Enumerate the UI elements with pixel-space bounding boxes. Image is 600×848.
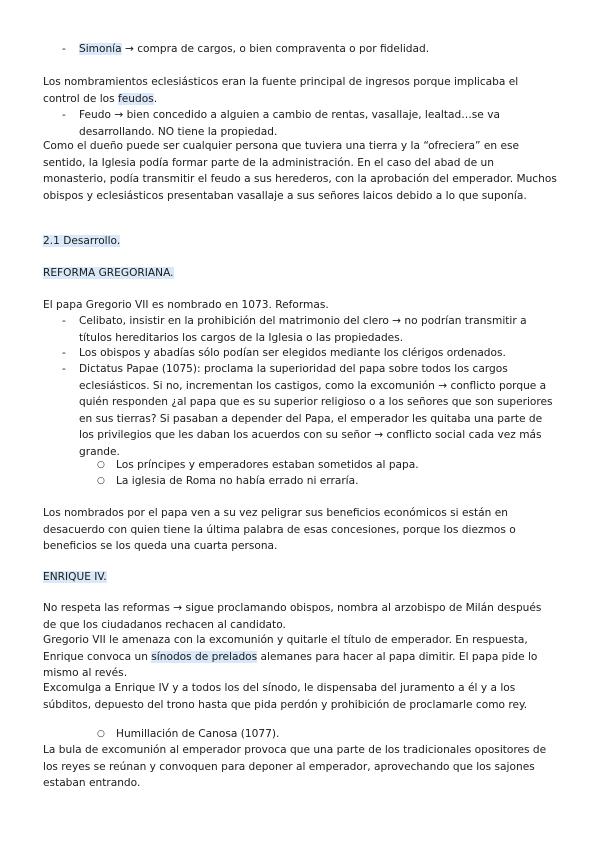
bullet-dash: - — [62, 347, 66, 359]
feudo-text: Feudo → bien concedido a alguien a cambio de rentas, vasallaje, lealtad…se va desarrollando. NO tiene la propiedad. — [79, 109, 500, 138]
section-heading-enrique-text: ENRIQUE IV. — [43, 571, 107, 583]
simonia-bullet — [62, 41, 558, 58]
section-heading-desarrollo-text: 2.1 Desarrollo. — [43, 235, 121, 247]
dueno-paragraph: Como el dueño puede ser cualquier persona que tuviera una tierra y la “ofreciera” en ese sentido, la Iglesia podía formar parte de la administración. En el caso del abad de un monasterio, podía transmitir el feudo a sus herederos, con la aprobación del emperador. Muchos obispos y eclesiásticos presentaban vasallaje a sus señores laicos debido a lo que suponía. — [43, 140, 557, 202]
section-heading-reforma — [43, 265, 558, 282]
reforma-bullet-obispos — [62, 345, 558, 362]
enrique-paragraph-1: No respeta las reformas → sigue proclamando obispos, nombra al arzobispo de Milán después de que los ciudadanos rechacen al candidato. — [43, 602, 542, 631]
section-heading-enrique — [43, 569, 558, 586]
nombramientos-text: Los nombramientos eclesiásticos eran la fuente principal de ingresos porque implicaba el control de los — [43, 76, 519, 105]
dictatus-sub-bullet — [97, 473, 557, 490]
section-heading-desarrollo — [43, 233, 558, 250]
nombrados-paragraph: Los nombrados por el papa ven a su vez peligrar sus beneficios económicos si están en desacuerdo con quien tiene la última palabra de esas concesiones, porque los diezmos o beneficios se los queda una cuarta persona. — [43, 507, 516, 552]
sinodos-term: sínodos de prelados — [151, 650, 258, 663]
enrique-p2-end: alemanes para hacer al papa dimitir. El papa pide lo mismo al revés. — [43, 650, 538, 679]
dictatus-sub-bullet — [97, 457, 557, 474]
reforma-bullet-dictatus — [62, 361, 558, 460]
bullet-dash: - — [62, 109, 66, 121]
enrique-p2-text: Gregorio VII le amenaza con la excomunión y quitarle el título de emperador. En respuesta, Enrique convoca un — [43, 634, 528, 663]
enrique-paragraph-2 — [43, 632, 558, 682]
circle-bullet-icon: ○ — [97, 460, 105, 470]
gregorio-intro: El papa Gregorio VII es nombrado en 1073. Reformas. — [43, 299, 329, 311]
reforma-text: Los obispos y abadías sólo podían ser elegidos mediante los clérigos ordenados. — [79, 347, 506, 359]
nombramientos-paragraph — [43, 74, 558, 107]
bullet-dash: - — [62, 363, 66, 375]
simonia-term: Simonía — [79, 43, 122, 55]
reforma-text: Dictatus Papae (1075): proclama la superioridad del papa sobre todos los cargos eclesiásticos. Si no, incrementan los castigos, como la excomunión → conflicto porque a quién responden ¿al papa que es su superior religioso o a los señores que son superiores en sus tierras? Si pasaban a depender del Papa, el emperador les quitaba una parte de los privilegios que les daban los acuerdos con su señor → conflicto social cada vez más grande. — [79, 363, 553, 458]
nombramientos-end: . — [153, 92, 158, 105]
feudos-term: feudos — [118, 92, 154, 105]
reforma-text: Celibato, insistir en la prohibición del matrimonio del clero → no podrían transmitir a títulos hereditarios los cargos de la Iglesia o las propiedades. — [79, 315, 527, 344]
bullet-dash: - — [62, 315, 66, 327]
simonia-definition: → compra de cargos, o bien compraventa o por fidelidad. — [121, 43, 430, 55]
reforma-bullet-celibato — [62, 313, 558, 346]
bullet-dash: - — [62, 43, 66, 55]
dictatus-sub-text: Los príncipes y emperadores estaban sometidos al papa. — [116, 459, 419, 471]
circle-bullet-icon: ○ — [97, 729, 105, 739]
circle-bullet-icon: ○ — [97, 476, 105, 486]
simonia-text — [79, 41, 558, 58]
dictatus-sub-text: La iglesia de Roma no había errado ni erraría. — [116, 475, 359, 487]
canosa-text: Humillación de Canosa (1077). — [116, 728, 280, 740]
canosa-sub-bullet — [97, 726, 557, 743]
section-heading-reforma-text: REFORMA GREGORIANA. — [43, 267, 174, 279]
feudo-bullet — [62, 107, 558, 140]
bula-paragraph: La bula de excomunión al emperador provoca que una parte de los tradicionales opositores de los reyes se reúnan y convoquen para deponer al emperador, aprovechando que los sajones estaban entrando. — [43, 744, 547, 789]
enrique-paragraph-3: Excomulga a Enrique IV y a todos los del sínodo, le dispensaba del juramento a él y a los súbditos, depuesto del trono hasta que pida perdón y prohibición de proclamarle como rey. — [43, 682, 528, 711]
